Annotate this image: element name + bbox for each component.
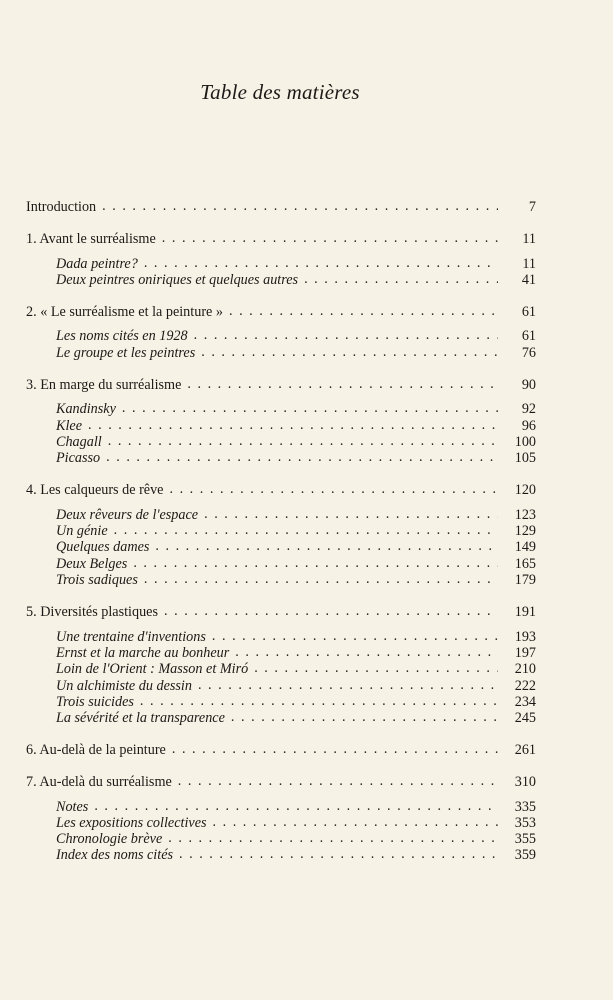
toc-chapter-entry-label: 1. Avant le surréalisme xyxy=(26,230,156,247)
toc-section-entry-label: Chagall xyxy=(56,433,102,450)
toc-section-entry-label: Les expositions collectives xyxy=(56,814,207,831)
toc-section-entry-page-number: 123 xyxy=(514,506,536,523)
toc-section-entry-page-number: 100 xyxy=(514,433,536,450)
toc-chapter-block xyxy=(26,774,536,864)
toc-section-entry-page-number: 179 xyxy=(514,572,536,589)
toc-section-entry-page-number: 76 xyxy=(521,344,536,361)
toc-chapter-entry-page-number: 261 xyxy=(514,741,536,758)
toc-section-entry-label: Le groupe et les peintres xyxy=(56,344,196,361)
toc-section-entry[interactable] xyxy=(26,272,536,288)
dot-leader xyxy=(155,538,498,554)
toc-section-entry[interactable] xyxy=(26,328,536,344)
dot-leader xyxy=(198,677,498,693)
toc-chapter-entry-label: 3. En marge du surréalisme xyxy=(26,376,182,393)
toc-chapter-block xyxy=(26,742,536,758)
toc-section-entry-page-number: 61 xyxy=(521,328,536,345)
toc-section-entry[interactable] xyxy=(26,523,536,539)
toc-section-entry[interactable] xyxy=(26,539,536,555)
toc-section-entry-page-number: 234 xyxy=(514,693,536,710)
toc-section-entry-page-number: 105 xyxy=(514,450,536,467)
dot-leader xyxy=(140,693,498,709)
dot-leader xyxy=(94,798,498,814)
toc-chapter-entry[interactable] xyxy=(26,604,536,620)
toc-chapter-block xyxy=(26,199,536,215)
toc-section-entry[interactable] xyxy=(26,678,536,694)
toc-chapter-entry[interactable] xyxy=(26,742,536,758)
toc-section-entry-label: Kandinsky xyxy=(56,401,116,418)
dot-leader xyxy=(122,400,498,416)
toc-section-entry[interactable] xyxy=(26,256,536,272)
toc-section-entry[interactable] xyxy=(26,815,536,831)
toc-chapter-entry[interactable] xyxy=(26,377,536,393)
toc-chapter-entry-label: 6. Au-delà de la peinture xyxy=(26,741,166,758)
toc-section-entry-page-number: 129 xyxy=(514,523,536,540)
dot-leader xyxy=(235,644,498,660)
dot-leader xyxy=(187,376,498,392)
toc-chapter-entry-label: 5. Diversités plastiques xyxy=(26,603,159,620)
toc-section-entry[interactable] xyxy=(26,572,536,588)
toc-section-entry[interactable] xyxy=(26,434,536,450)
dot-leader xyxy=(164,603,498,619)
toc-chapter-entry-page-number: 120 xyxy=(514,482,536,499)
dot-leader xyxy=(179,846,498,862)
toc-section-entry-label: Trois suicides xyxy=(56,693,134,710)
toc-section-entry-label: Deux peintres oniriques et quelques autres xyxy=(56,271,299,288)
dot-leader xyxy=(102,198,498,214)
toc-section-entry[interactable] xyxy=(26,799,536,815)
dot-leader xyxy=(172,741,498,757)
dot-leader xyxy=(162,230,498,246)
toc-chapter-entry[interactable] xyxy=(26,231,536,247)
dot-leader xyxy=(144,571,498,587)
toc-section-entry[interactable] xyxy=(26,847,536,863)
dot-leader xyxy=(168,830,498,846)
toc-section-entry-label: Deux rêveurs de l'espace xyxy=(56,506,199,523)
toc-section-entry-page-number: 222 xyxy=(514,677,536,694)
toc-section-entry-label: Klee xyxy=(56,417,82,434)
toc-section-entry[interactable] xyxy=(26,345,536,361)
dot-leader xyxy=(304,271,498,287)
toc-section-entry-label: La sévérité et la transparence xyxy=(56,710,225,727)
dot-leader xyxy=(133,555,498,571)
toc-section-entry-label: Loin de l'Orient : Masson et Miró xyxy=(56,661,249,678)
toc-section-entry-page-number: 149 xyxy=(514,539,536,556)
toc-section-entry-page-number: 245 xyxy=(514,710,536,727)
dot-leader xyxy=(108,433,498,449)
dot-leader xyxy=(169,481,498,497)
toc-section-entry-page-number: 353 xyxy=(514,814,536,831)
toc-section-entry[interactable] xyxy=(26,418,536,434)
toc-section-entry[interactable] xyxy=(26,661,536,677)
toc-section-entry-page-number: 92 xyxy=(521,401,536,418)
toc-chapter-entry-label: Introduction xyxy=(26,199,97,215)
dot-leader xyxy=(204,506,498,522)
toc-section-entry-label: Notes xyxy=(56,798,89,815)
toc-section-entry[interactable] xyxy=(26,401,536,417)
toc-section-entry-label: Ernst et la marche au bonheur xyxy=(56,644,230,661)
toc-chapter-entry-page-number: 11 xyxy=(522,230,536,247)
dot-leader xyxy=(231,709,498,725)
toc-section-entry-page-number: 96 xyxy=(521,417,536,434)
toc-section-entry-label: Chronologie brève xyxy=(56,831,163,848)
toc-section-entry[interactable] xyxy=(26,694,536,710)
toc-chapter-block xyxy=(26,482,536,588)
toc-section-entry-page-number: 359 xyxy=(514,847,536,864)
toc-chapter-entry-page-number: 61 xyxy=(521,303,536,320)
dot-leader xyxy=(229,303,498,319)
toc-section-entry-page-number: 41 xyxy=(521,271,536,288)
table-of-contents xyxy=(26,199,536,879)
toc-section-entry[interactable] xyxy=(26,629,536,645)
toc-chapter-block xyxy=(26,231,536,288)
toc-section-entry[interactable] xyxy=(26,450,536,466)
toc-chapter-entry-page-number: 90 xyxy=(521,376,536,393)
toc-section-entry-page-number: 197 xyxy=(514,644,536,661)
toc-section-entry[interactable] xyxy=(26,507,536,523)
toc-section-entry-label: Un alchimiste du dessin xyxy=(56,677,192,694)
toc-section-entry-label: Les noms cités en 1928 xyxy=(56,328,188,345)
toc-chapter-entry-page-number: 191 xyxy=(514,603,536,620)
toc-section-entry-label: Deux Belges xyxy=(56,555,128,572)
toc-chapter-entry-label: 7. Au-delà du surréalisme xyxy=(26,773,172,790)
toc-chapter-entry[interactable] xyxy=(26,482,536,498)
dot-leader xyxy=(194,327,498,343)
page-title: Table des matières xyxy=(200,80,360,104)
dot-leader xyxy=(106,449,498,465)
toc-section-entry-page-number: 165 xyxy=(514,555,536,572)
dot-leader xyxy=(114,522,498,538)
dot-leader xyxy=(212,628,498,644)
dot-leader xyxy=(144,255,498,271)
toc-section-entry-page-number: 193 xyxy=(514,628,536,645)
toc-section-entry-label: Picasso xyxy=(56,450,101,467)
toc-section-entry-page-number: 11 xyxy=(522,255,536,272)
dot-leader xyxy=(213,814,498,830)
toc-section-entry-page-number: 335 xyxy=(514,798,536,815)
toc-section-entry-label: Trois sadiques xyxy=(56,572,138,589)
toc-section-entry-label: Une trentaine d'inventions xyxy=(56,628,206,645)
toc-chapter-entry[interactable] xyxy=(26,774,536,790)
toc-section-entry-page-number: 210 xyxy=(514,661,536,678)
toc-section-entry[interactable] xyxy=(26,645,536,661)
toc-section-entry[interactable] xyxy=(26,831,536,847)
toc-chapter-block xyxy=(26,604,536,727)
toc-chapter-entry-page-number: 7 xyxy=(528,199,536,215)
toc-chapter-block xyxy=(26,377,536,467)
toc-chapter-entry-label: 4. Les calqueurs de rêve xyxy=(26,482,164,499)
toc-section-entry-label: Dada peintre? xyxy=(56,255,138,272)
toc-section-entry-label: Quelques dames xyxy=(56,539,150,556)
toc-chapter-entry-page-number: 310 xyxy=(514,773,536,790)
toc-section-entry-page-number: 355 xyxy=(514,831,536,848)
toc-chapter-entry[interactable] xyxy=(26,304,536,320)
toc-section-entry-label: Un génie xyxy=(56,523,108,540)
toc-chapter-entry[interactable] xyxy=(26,199,536,215)
toc-chapter-block xyxy=(26,304,536,361)
toc-section-entry-label: Index des noms cités xyxy=(56,847,174,864)
dot-leader xyxy=(178,773,498,789)
dot-leader xyxy=(254,660,498,676)
toc-chapter-entry-label: 2. « Le surréalisme et la peinture » xyxy=(26,303,223,320)
toc-section-entry[interactable] xyxy=(26,556,536,572)
dot-leader xyxy=(201,344,498,360)
toc-section-entry[interactable] xyxy=(26,710,536,726)
dot-leader xyxy=(88,417,498,433)
